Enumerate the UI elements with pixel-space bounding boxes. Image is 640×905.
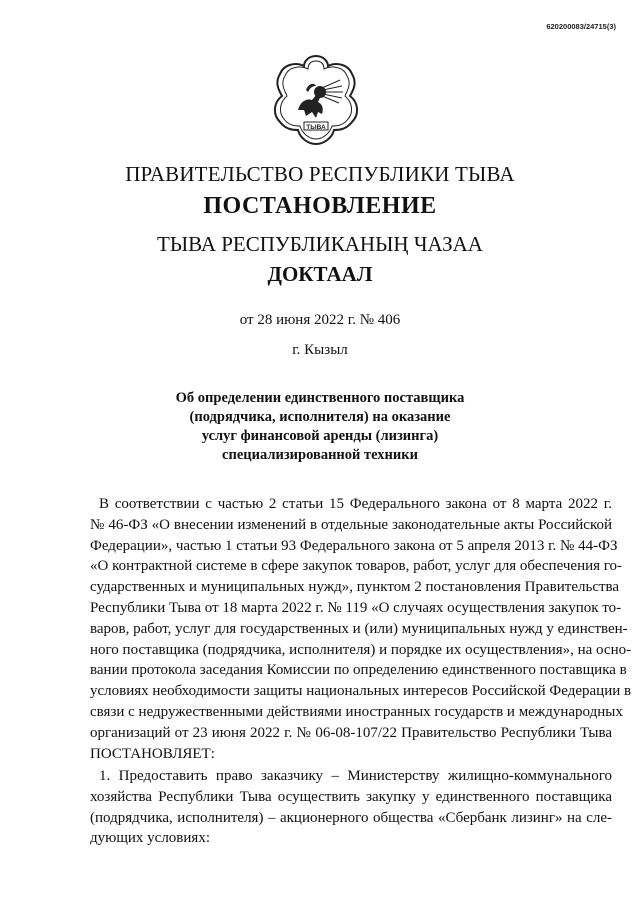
subject-line: Об определении единственного поставщика	[175, 390, 465, 406]
gov-title-ru: ПРАВИТЕЛЬСТВО РЕСПУБЛИКИ ТЫВА	[125, 162, 515, 186]
text-line: № 46-ФЗ «О внесении изменений в отдельные законодательные акты Российской	[90, 516, 612, 533]
text-line: варов, работ, услуг для государственных и (или) муниципальных нужд у единствен-	[90, 620, 628, 637]
text-line: дующих условиях:	[90, 830, 210, 847]
text-line: вании протокола заседания Комиссии по определению единственного поставщика в	[90, 662, 627, 679]
subject-line: (подрядчика, исполнителя) на оказание	[189, 409, 451, 425]
text-line: сударственных и муниципальных нужд», пунктом 2 постановления Правительства	[90, 579, 620, 596]
text-line: Республики Тыва от 18 марта 2022 г. № 119 «О случаях осуществления закупок то-	[90, 599, 622, 616]
decree-date: от 28 июня 2022 г. № 406	[239, 312, 401, 328]
text-line: «О контрактной системе в сфере закупок товаров, работ, услуг для обеспечения го-	[90, 558, 623, 575]
text-line: хозяйства Республики Тыва осуществить закупку у единственного поставщика	[90, 788, 612, 805]
document-code: 620200083/24715(3)	[546, 22, 616, 31]
text-line: 1. Предоставить право заказчику – Министерству жилищно-коммунального	[99, 768, 612, 784]
text-line: связи с недружественными действиями иностранных государств и международных	[90, 703, 623, 720]
decree-subject	[0, 389, 640, 465]
decree-city: г. Кызыл	[292, 342, 348, 358]
text-line: ного поставщика (подрядчика, исполнителя) и порядке их осуществления», на осно-	[90, 641, 632, 658]
text-line: условиях необходимости защиты национальных интересов Российской Федерации в	[90, 683, 632, 700]
text-line: организаций от 23 июня 2022 г. № 06-08-107/22 Правительство Республики Тыва	[90, 724, 612, 741]
subject-line: специализированной техники	[222, 447, 418, 463]
text-line: ПОСТАНОВЛЯЕТ:	[90, 745, 215, 762]
emblem-label: ТЫВА	[306, 124, 326, 131]
decree-title-ru: ПОСТАНОВЛЕНИЕ	[203, 193, 437, 219]
text-line: Федерации», частью 1 статьи 93 Федерального закона от 5 апреля 2013 г. № 44-ФЗ	[90, 537, 618, 554]
text-line: (подрядчика, исполнителя) – акционерного общества «Сбербанк лизинг» на сле-	[90, 809, 612, 826]
text-line: В соответствии с частью 2 статьи 15 Федерального закона от 8 марта 2022 г.	[99, 496, 612, 512]
decree-title-tyv: ДОКТААЛ	[267, 262, 373, 286]
paragraph-item-1	[55, 766, 612, 849]
tuva-coat-of-arms-icon	[266, 50, 366, 148]
subject-line: услуг финансовой аренды (лизинга)	[201, 428, 439, 444]
paragraph-preamble	[55, 494, 632, 764]
gov-title-tyv: ТЫВА РЕСПУБЛИКАНЫҢ ЧАЗАА	[157, 232, 483, 256]
